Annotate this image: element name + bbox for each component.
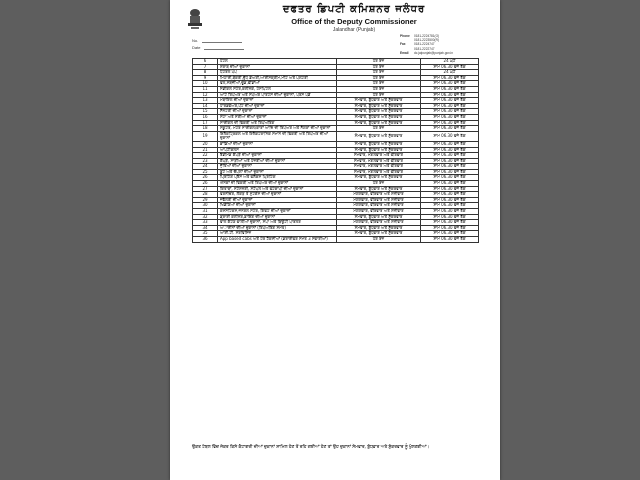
shop-category-cell: ਡ੍ਰਾਈ ਕਲੀਨਰ,ਡਾਇੰਗ ਦੀਆਂ ਦੁਕਾਨਾਂ bbox=[218, 214, 337, 220]
serial-number-cell: 31 bbox=[193, 209, 218, 215]
office-location: Jalandhar (Punjab) bbox=[332, 27, 376, 33]
closing-time-cell: ਸ਼ਾਮ 06.30 ਵਜੇ ਤੱਕ bbox=[421, 214, 479, 220]
serial-number-cell: 12 bbox=[193, 92, 218, 98]
closing-time-cell: ਸ਼ਾਮ 06.30 ਵਜੇ ਤੱਕ bbox=[421, 147, 479, 153]
serial-number-cell: 13 bbox=[193, 98, 218, 104]
open-days-cell: ਹਰ ਰੋਜ਼ bbox=[337, 86, 421, 92]
serial-number-cell: 26 bbox=[193, 175, 218, 181]
closing-time-cell: ਸ਼ਾਮ 06.30 ਵਜੇ ਤੱਕ bbox=[421, 81, 479, 87]
closing-time-cell: ਸ਼ਾਮ 06.30 ਵਜੇ ਤੱਕ bbox=[421, 64, 479, 70]
open-days-cell: ਹਰ ਰੋਜ਼ bbox=[337, 92, 421, 98]
contact-line: Fax 0181-2224747 bbox=[400, 42, 435, 47]
closing-time-cell: ਸ਼ਾਮ 06.30 ਵਜੇ ਤੱਕ bbox=[421, 92, 479, 98]
serial-number-cell: 7 bbox=[193, 64, 218, 70]
table-row bbox=[193, 131, 479, 141]
open-days-cell: ਹਰ ਰੋਜ਼ bbox=[337, 181, 421, 187]
closing-time-cell: ਸ਼ਾਮ 06.30 ਵਜੇ ਤੱਕ bbox=[421, 131, 479, 141]
serial-number-cell: 8 bbox=[193, 70, 218, 76]
shop-category-cell: ਸਾਈਕਲ ਦੀ ਵਿਕਰੀ ਅਤੇ ਰਿਪੇਅਰਿੰਗ bbox=[218, 120, 337, 126]
shop-category-cell: ਵਾਲ ਕੱਟਣ ਵਾਲੀਆਂ ਦੁਕਾਨਾਂ, ਸਪਾ ਅਤੇ ਬਿਊਟੀ ਪਾਰਲਰ bbox=[218, 220, 337, 226]
shop-category-cell: ਅਾਈਨਾਂ ਦੀਆਂ ਦੁਕਾਨਾਂ (ਰਿਪੇਅਰਿੰਗ ਸਮੇਤ) bbox=[218, 225, 337, 231]
open-days-cell: ਸੋਮਵਾਰ, ਬੁੱਧਵਾਰ ਅਤੇ ਸ਼ੁੱਕਰਵਾਰ bbox=[337, 141, 421, 147]
closing-time-cell: ਸ਼ਾਮ 06.30 ਵਜੇ ਤੱਕ bbox=[421, 192, 479, 198]
closing-time-cell: ਸ਼ਾਮ 06.30 ਵਜੇ ਤੱਕ bbox=[421, 181, 479, 187]
shop-category-cell: ਮੈਡੀਕਲ ਸਟੋਰ,ਕਲੀਨਕੋ, ਹੋਸਪਿਟਲ bbox=[218, 86, 337, 92]
open-days-cell: ਮੰਗਲਵਾਰ, ਵੀਰਵਾਰ ਅਤੇ ਸ਼ਨੀਵਾਰ bbox=[337, 197, 421, 203]
serial-number-cell: 36 bbox=[193, 237, 218, 243]
serial-number-cell: 35 bbox=[193, 231, 218, 237]
closing-time-cell: ਸ਼ਾਮ 06.30 ਵਜੇ ਤੱਕ bbox=[421, 109, 479, 115]
serial-number-cell: 22 bbox=[193, 153, 218, 159]
open-days-cell: ਸੋਮਵਾਰ, ਬੁੱਧਵਾਰ ਅਤੇ ਸ਼ੁੱਕਰਵਾਰ bbox=[337, 120, 421, 126]
contact-block bbox=[400, 34, 453, 55]
shop-category-cell: ਪੈਟਰੋਲ ਪੰਪ bbox=[218, 70, 337, 76]
open-days-cell: ਮੰਗਲਵਾਰ, ਵੀਰਵਾਰ ਅਤੇ ਸ਼ਨੀਵਾਰ bbox=[337, 203, 421, 209]
serial-number-cell: 24 bbox=[193, 164, 218, 170]
open-days-cell: ਸੋਮਵਾਰ, ਬੁੱਧਵਾਰ ਅਤੇ ਸ਼ੁੱਕਰਵਾਰ bbox=[337, 98, 421, 104]
letterhead bbox=[170, 0, 500, 56]
open-days-cell: ਹਰ ਰੋਜ਼ bbox=[337, 81, 421, 87]
shop-category-cell: ਭਾਂਡਿਆਂ ਦੀਆਂ ਦੁਕਾਨਾਂ bbox=[218, 141, 337, 147]
closing-time-cell: ਸ਼ਾਮ 06.30 ਵਜੇ ਤੱਕ bbox=[421, 203, 479, 209]
letter-date: Date bbox=[192, 45, 244, 50]
serial-number-cell: 30 bbox=[193, 203, 218, 209]
serial-number-cell: 16 bbox=[193, 114, 218, 120]
shop-category-cell: ਸੈਨਟਰੀ ਦੀਆਂ ਦੁਕਾਨਾਂ bbox=[218, 109, 337, 115]
open-days-cell: ਸੋਮਵਾਰ, ਮੰਗਲਵਾਰ ਅਤੇ ਵੀਰਵਾਰ bbox=[337, 158, 421, 164]
shop-category-cell: ਜੁੱਤਿਆਂ ਦੀਆਂ ਦੁਕਾਨਾਂ bbox=[218, 164, 337, 170]
serial-number-cell: 27 bbox=[193, 186, 218, 192]
closing-time-cell: ਸ਼ਾਮ 06.30 ਵਜੇ ਤੱਕ bbox=[421, 169, 479, 175]
closing-time-cell: ਸ਼ਾਮ 06.30 ਵਜੇ ਤੱਕ bbox=[421, 126, 479, 132]
open-days-cell: ਸੋਮਵਾਰ, ਬੁੱਧਵਾਰ ਅਤੇ ਸ਼ੁੱਕਰਵਾਰ bbox=[337, 231, 421, 237]
letter-number: No. bbox=[192, 38, 242, 43]
closing-time-cell: ਸ਼ਾਮ 06.30 ਵਜੇ ਤੱਕ bbox=[421, 231, 479, 237]
shop-category-cell: ਮਿਠਾਈ,ਬੇਕਰੀ,ਦੁੱਧ ਡੇਅਰੀ,ਆਈਸਕ੍ਰੀਮ,ਮੀਟ ਅਤੇ ਪੋਲਟਰੀ bbox=[218, 75, 337, 81]
closing-time-cell: ਸ਼ਾਮ 06.30 ਵਜੇ ਤੱਕ bbox=[421, 225, 479, 231]
shop-category-cell: ਸਕੂਟਰ, ਮੋਟਰ ਸਾਈਕਲ/ਕਾਰਾਂ ਆਦਿ ਦੀ ਰਿਪੇਅਰ ਅਤੇ ਨੈਗਰਾਂ ਦੀਆਂ ਦੁਕਾਨਾਂ bbox=[218, 126, 337, 132]
shop-category-cell: ਮੋਬਾਇਲ ਦੀਆਂ ਦੁਕਾਨਾਂ bbox=[218, 98, 337, 104]
closing-time-cell: ਸ਼ਾਮ 06.30 ਵਜੇ ਤੱਕ bbox=[421, 197, 479, 203]
state-emblem-icon bbox=[184, 6, 206, 32]
document-page bbox=[170, 0, 500, 480]
closing-time-cell: ਸ਼ਾਮ 06.30 ਵਜੇ ਤੱਕ bbox=[421, 164, 479, 170]
open-days-cell: ਹਰ ਰੋਜ਼ bbox=[337, 126, 421, 132]
serial-number-cell: 11 bbox=[193, 86, 218, 92]
open-days-cell: ਹਰ ਰੋਜ਼ bbox=[337, 75, 421, 81]
closing-time-cell: ਸ਼ਾਮ 06.30 ਵਜੇ ਤੱਕ bbox=[421, 86, 479, 92]
serial-number-cell: 6 bbox=[193, 59, 218, 65]
serial-number-cell: 20 bbox=[193, 141, 218, 147]
closing-time-cell: 24 ਘੰਟੇ bbox=[421, 70, 479, 76]
serial-number-cell: 28 bbox=[193, 192, 218, 198]
shop-category-cell: ਖਿਡੌਣਿਆਂ ਦੀਆਂ ਦੁਕਾਨਾਂ bbox=[218, 203, 337, 209]
closing-time-cell: 24 ਘੰਟੇ bbox=[421, 59, 479, 65]
closing-time-cell: ਸ਼ਾਮ 06.30 ਵਜੇ ਤੱਕ bbox=[421, 103, 479, 109]
closing-time-cell: ਸ਼ਾਮ 06.30 ਵਜੇ ਤੱਕ bbox=[421, 186, 479, 192]
open-days-cell: ਸੋਮਵਾਰ, ਬੁੱਧਵਾਰ ਅਤੇ ਸ਼ੁੱਕਰਵਾਰ bbox=[337, 147, 421, 153]
open-days-cell: ਸੋਮਵਾਰ, ਮੰਗਲਵਾਰ ਅਤੇ ਵੀਰਵਾਰ bbox=[337, 164, 421, 170]
serial-number-cell: 29 bbox=[193, 197, 218, 203]
open-days-cell: ਹਰ ਰੋਜ਼ bbox=[337, 64, 421, 70]
shop-category-cell: ਫਰਨੀਚਰ, ਲੱਕੜ ਤੇ ਸੁਟਕੇਸ ਦੀਆਂ ਦੁਕਾਨਾਂ bbox=[218, 192, 337, 198]
closing-time-cell: ਸ਼ਾਮ 06.30 ਵਜੇ ਤੱਕ bbox=[421, 209, 479, 215]
open-days-cell: ਸੋਮਵਾਰ, ਬੁੱਧਵਾਰ ਅਤੇ ਸ਼ੁੱਕਰਵਾਰ bbox=[337, 225, 421, 231]
shop-category-cell: ਜਵੈਲਰੀ ਦੀਆਂ ਦੁਕਾਨਾਂ bbox=[218, 197, 337, 203]
shop-category-cell: ਸ਼ਰਾਬ ਦੀਆਂ ਦੁਕਾਨਾਂ bbox=[218, 64, 337, 70]
contact-line: 0181-2222747 bbox=[414, 46, 435, 51]
open-days-cell: ਹਰ ਰੋਜ਼ bbox=[337, 59, 421, 65]
shop-category-cell: ਫਲ,ਸਬਜ਼ੀਆਂ,ਚੂੰਡ,ਫੀਡਾਂਆਂ bbox=[218, 81, 337, 87]
serial-number-cell: 14 bbox=[193, 103, 218, 109]
open-days-cell: ਸੋਮਵਾਰ, ਬੁੱਧਵਾਰ ਅਤੇ ਸ਼ੁੱਕਰਵਾਰ bbox=[337, 109, 421, 115]
open-days-cell: ਸੋਮਵਾਰ, ਮੰਗਲਵਾਰ ਅਤੇ ਵੀਰਵਾਰ bbox=[337, 169, 421, 175]
closing-time-cell: ਸ਼ਾਮ 06.30 ਵਜੇ ਤੱਕ bbox=[421, 120, 479, 126]
closing-time-cell: ਸ਼ਾਮ 06.30 ਵਜੇ ਤੱਕ bbox=[421, 98, 479, 104]
serial-number-cell: 23 bbox=[193, 158, 218, 164]
closing-time-cell: ਸ਼ਾਮ 06.30 ਵਜੇ ਤੱਕ bbox=[421, 175, 479, 181]
open-days-cell: ਸੋਮਵਾਰ, ਮੰਗਲਵਾਰ ਅਤੇ ਵੀਰਵਾਰ bbox=[337, 153, 421, 159]
open-days-cell: ਸੋਮਵਾਰ, ਬੁੱਧਵਾਰ ਅਤੇ ਸ਼ੁੱਕਰਵਾਰ bbox=[337, 186, 421, 192]
contact-line: Phone 0181-2224781(O) bbox=[400, 34, 440, 38]
serial-number-cell: 15 bbox=[193, 109, 218, 115]
closing-time-cell: ਸ਼ਾਮ 06.30 ਵਜੇ ਤੱਕ bbox=[421, 220, 479, 226]
serial-number-cell: 21 bbox=[193, 147, 218, 153]
table-row bbox=[193, 237, 479, 243]
contact-line: 0181-2223500(R) bbox=[414, 38, 439, 43]
serial-number-cell: 10 bbox=[193, 81, 218, 87]
contact-line: Email dc.jalpunjab@punjab.gov.in bbox=[400, 50, 453, 55]
shop-category-cell: ਬੂਟ ਅਤੇ ਚੱਪਲਾਂ ਦੀਆਂ ਦੁਕਾਨਾਂ bbox=[218, 169, 337, 175]
office-title-punjabi: ਦਫਤਰ ਡਿਪਟੀ ਕਮਿਸ਼ਨਰ ਜਲੰਧਰ bbox=[282, 4, 426, 15]
open-days-cell: ਮੰਗਲਵਾਰ, ਵੀਰਵਾਰ ਅਤੇ ਸ਼ਨੀਵਾਰ bbox=[337, 192, 421, 198]
serial-number-cell: 9 bbox=[193, 75, 218, 81]
open-days-cell: ਸੋਮਵਾਰ, ਬੁੱਧਵਾਰ ਅਤੇ ਸ਼ੁੱਕਰਵਾਰ bbox=[337, 214, 421, 220]
open-days-cell: ਮੰਗਲਵਾਰ, ਵੀਰਵਾਰ ਅਤੇ ਸ਼ਨੀਵਾਰ bbox=[337, 209, 421, 215]
serial-number-cell: 18 bbox=[193, 126, 218, 132]
serial-number-cell: 17 bbox=[193, 120, 218, 126]
open-days-cell: ਸੋਮਵਾਰ, ਬੁੱਧਵਾਰ ਅਤੇ ਸ਼ੁੱਕਰਵਾਰ bbox=[337, 131, 421, 141]
shop-category-cell: ਇਲੈਕਟ੍ਰਿਕਲ ਅਤੇ ਇਲੈਕਟਰਾਨਿਕ ਸਮਾਨ ਦੀ ਵਿਕਰੀ ਅਤੇ ਰਿਪੇਅਰ ਦੀਆਂ ਦੁਕਾਨਾਂ bbox=[218, 131, 337, 141]
serial-number-cell: 34 bbox=[193, 225, 218, 231]
shop-category-cell: ਹੋਟਲ bbox=[218, 59, 337, 65]
open-days-cell: ਸੋਮਵਾਰ, ਬੁੱਧਵਾਰ ਅਤੇ ਸ਼ੁੱਕਰਵਾਰ bbox=[337, 103, 421, 109]
open-days-cell: ਹਰ ਰੋਜ਼ bbox=[337, 70, 421, 76]
footnote: ਉਕਤ ਟੇਬਲ ਵਿੱਚ ਜੇਕਰ ਕਿਸੇ ਕੈਟਾਗਰੀ ਦੀਆਂ ਦੁਕਾਨਾਂ ਸ਼ਾਮਿਲ ਹੋਣ ਤੋਂ ਰਹਿ ਗਈਆਂ ਹੋਣ ਤਾਂ ਉਹ ਦੁਕਾਨਾਂ ਸੋਮਵਾਰ, ਬੁੱਧਵਾਰ ਅਤੇ ਸ਼ੁੱਕਰਵਾਰ ਨੂੰ ਖੁੱਲਣਗੀਆਂ। bbox=[192, 445, 430, 450]
shop-category-cell: ਐਨਕਾਂ ਦੀ ਵਿਕਰੀ ਅਤੇ ਰਿਪੇਅਰ ਦੀਆਂ ਦੁਕਾਨਾਂ bbox=[218, 181, 337, 187]
shop-category-cell: ਆਟੋ ਰਿਪੇਅਰ ਅਤੇ ਸਪੇਅਰ ਪਾਰਟਸ ਦੀਆਂ ਦੁਕਾਨਾਂ, ਪਰਸ ਪੰਡੇ bbox=[218, 92, 337, 98]
open-days-cell: ਮੰਗਲਵਾਰ, ਵੀਰਵਾਰ ਅਤੇ ਸ਼ਨੀਵਾਰ bbox=[337, 220, 421, 226]
serial-number-cell: 32 bbox=[193, 214, 218, 220]
shop-category-cell: ਕਿਤਾਬਾਂ, ਸਟੇਸ਼ਨਰੀ, ਸਟੇਪਲ ਅਤੇ ਫੋਟੋਕਾਪੀ ਦੀਆਂ ਦੁਕਾਨਾਂ bbox=[218, 186, 337, 192]
shop-category-cell: ਕੋਸਮੈਟਿਕਸ,ਜਨਰਲ ਸਟੋਰ, ਗਿਫਟ ਦੀਆਂ ਦੁਕਾਨਾਂ bbox=[218, 209, 337, 215]
closing-time-cell: ਸ਼ਾਮ 06.30 ਵਜੇ ਤੱਕ bbox=[421, 75, 479, 81]
shop-category-cell: ਆਪਟੀਕਲਸ bbox=[218, 147, 337, 153]
shop-category-cell: ਆਈ.ਟੀ. ਸਰਵਿਸਿਜ਼ bbox=[218, 231, 337, 237]
closing-time-cell: ਸ਼ਾਮ 06.30 ਵਜੇ ਤੱਕ bbox=[421, 237, 479, 243]
open-days-cell: ਹਰ ਰੋਜ਼ bbox=[337, 237, 421, 243]
closing-time-cell: ਸ਼ਾਮ 06.30 ਵਜੇ ਤੱਕ bbox=[421, 153, 479, 159]
shop-timings-table bbox=[192, 58, 479, 243]
serial-number-cell: 19 bbox=[193, 131, 218, 141]
shop-category-cell: ਪ੍ਰਿੰਟਿੰਗ ਪ੍ਰੈਸ ਅਤੇ ਫਲੈਕਸ ਪ੍ਰਿੰਟਿੰਗ bbox=[218, 175, 337, 181]
serial-number-cell: 25 bbox=[193, 169, 218, 175]
shop-category-cell: ਸੋਟਾ ਅਤੇ ਸਰੀਆ ਦੀਆਂ ਦੁਕਾਨਾਂ bbox=[218, 114, 337, 120]
office-title-english: Office of the Deputy Commissioner bbox=[291, 17, 417, 26]
shop-category-cell: App based cabs ਅਤੇ ਹੋਰ ਟੈਕਸੀਆਂ (ਡਰਾਈਵਰ ਸਮੇਤ 3 ਸਵਾਰੀਆਂ) bbox=[218, 237, 337, 243]
shop-category-cell: ਹਾਰਡਵੇਅਰ,ਪੇਂਟ ਦੀਆਂ ਦੁਕਾਨਾਂ bbox=[218, 103, 337, 109]
closing-time-cell: ਸ਼ਾਮ 06.30 ਵਜੇ ਤੱਕ bbox=[421, 141, 479, 147]
closing-time-cell: ਸ਼ਾਮ 06.30 ਵਜੇ ਤੱਕ bbox=[421, 158, 479, 164]
shop-category-cell: ਕੱਪੜੇ, ਸਾੜੀਆਂ ਅਤੇ ਹੋਜ਼ਰੀਆਂ ਦੀਆਂ ਦੁਕਾਨਾਂ bbox=[218, 158, 337, 164]
shop-category-cell: ਰੈਡੀਮੇਡ ਕੱਪੜੇ ਦੀਆਂ ਦੁਕਾਨਾਂ bbox=[218, 153, 337, 159]
closing-time-cell: ਸ਼ਾਮ 06.30 ਵਜੇ ਤੱਕ bbox=[421, 114, 479, 120]
open-days-cell: ਸੋਮਵਾਰ, ਬੁੱਧਵਾਰ ਅਤੇ ਸ਼ੁੱਕਰਵਾਰ bbox=[337, 175, 421, 181]
serial-number-cell: 26 bbox=[193, 181, 218, 187]
serial-number-cell: 33 bbox=[193, 220, 218, 226]
open-days-cell: ਸੋਮਵਾਰ, ਬੁੱਧਵਾਰ ਅਤੇ ਸ਼ੁੱਕਰਵਾਰ bbox=[337, 114, 421, 120]
